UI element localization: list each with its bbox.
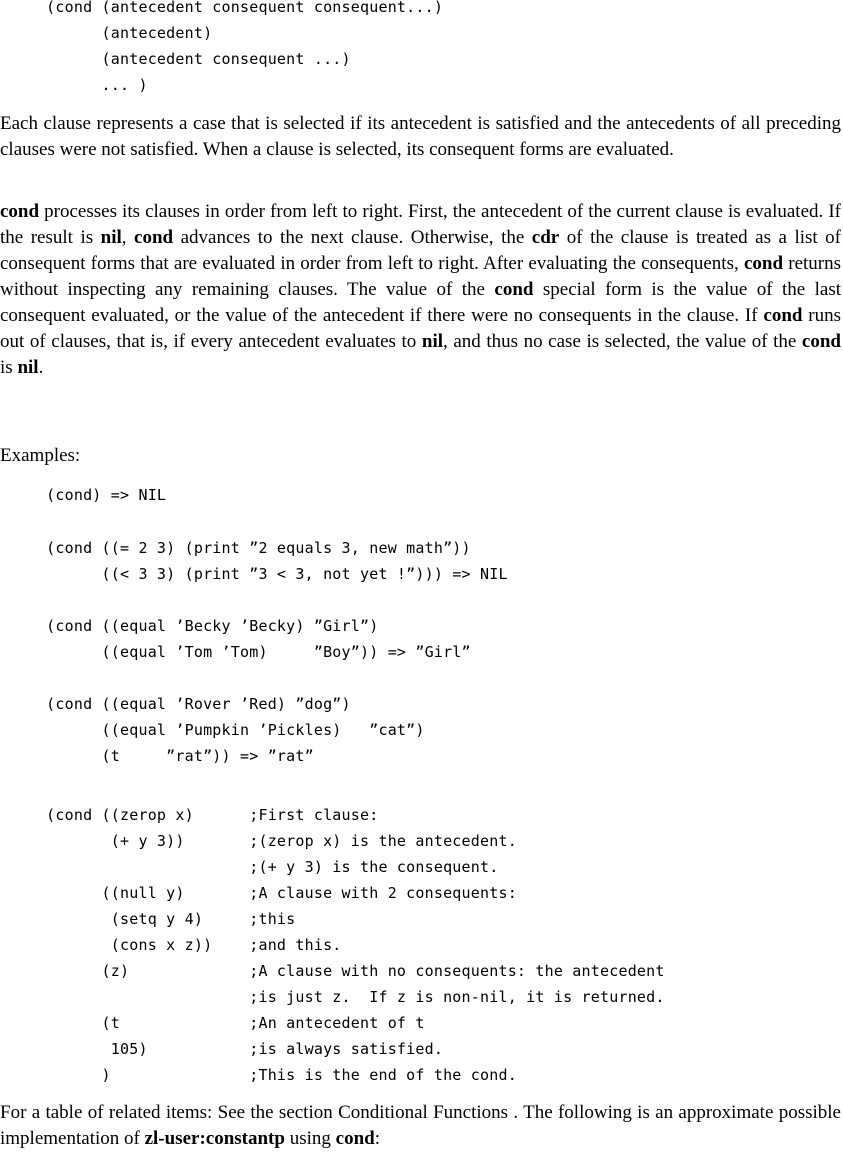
code-line: 105) ;is always satisfied. — [0, 1040, 444, 1058]
examples-label: Examples: — [0, 445, 81, 466]
syntax-code-block — [0, 0, 843, 98]
term-cond: cond — [0, 201, 40, 222]
code-line: (cond ((equal ’Rover ’Red) ”dog”) — [0, 695, 351, 713]
code-line: ;is just z. If z is non-nil, it is returned. — [0, 988, 665, 1006]
term-nil: nil — [100, 227, 122, 248]
term-cond: cond — [335, 1128, 375, 1149]
code-line: (cond ((= 2 3) (print ”2 equals 3, new math”)) — [0, 539, 471, 557]
code-line: ((< 3 3) (print ”3 < 3, not yet !”))) => NIL — [0, 565, 508, 583]
code-line: (antecedent) — [0, 24, 213, 42]
paragraph-cond-processing: cond processes its clauses in order from left to right. First, the antecedent of the current clause is evaluated. If the result is nil, cond advances to the next clause. Otherwise, the cdr of the clause is treated as a list of consequent forms that are evaluated in order from left to right. After evaluating the consequents, cond returns without inspecting any remaining clauses. The value of the cond special form is the value of the last consequent evaluated, or the value of the antecedent if there were no consequents in the clause. If cond runs out of clauses, that is, if every antecedent evaluates to nil, and thus no case is selected, the value of the cond is nil. — [0, 201, 842, 378]
code-line: (t ”rat”)) => ”rat” — [0, 747, 314, 765]
paragraph-related-items: For a table of related items: See the section Conditional Functions . The following is an approximate possible implementation of zl-user:constantp using cond: — [0, 1102, 841, 1149]
code-line: (z) ;A clause with no consequents: the antecedent — [0, 962, 665, 980]
example-code-1 — [0, 482, 843, 508]
code-line: ;(+ y 3) is the consequent. — [0, 858, 499, 876]
code-line: ... ) — [0, 76, 148, 94]
term-cond: cond — [801, 331, 841, 352]
term-nil: nil — [17, 357, 39, 378]
term-cond: cond — [763, 305, 803, 326]
code-line: (cond (antecedent consequent consequent...) — [0, 0, 444, 16]
code-line: (+ y 3)) ;(zerop x) is the antecedent. — [0, 832, 517, 850]
code-line: (cond ((zerop x) ;First clause: — [0, 806, 379, 824]
term-cond: cond — [134, 227, 174, 248]
code-line: ) ;This is the end of the cond. — [0, 1066, 517, 1084]
term-cdr: cdr — [531, 227, 560, 248]
code-line: ((equal ’Tom ’Tom) ”Boy”)) => ”Girl” — [0, 643, 471, 661]
example-code-2 — [0, 535, 843, 587]
code-line: ((equal ’Pumpkin ’Pickles) ”cat”) — [0, 721, 425, 739]
example-code-4 — [0, 691, 843, 769]
example-code-3 — [0, 613, 843, 665]
code-line: (setq y 4) ;this — [0, 910, 296, 928]
term-cond: cond — [743, 253, 784, 274]
term-nil: nil — [421, 331, 444, 352]
code-line: (cond ((equal ’Becky ’Becky) ”Girl”) — [0, 617, 379, 635]
paragraph-clause-description: Each clause represents a case that is selected if its antecedent is satisfied and the antecedents of all preceding clauses were not satisfied. When a clause is selected, its consequent forms are evaluated. — [0, 113, 841, 160]
term-cond: cond — [494, 279, 534, 300]
code-line: (cond) => NIL — [0, 486, 167, 504]
code-line: (t ;An antecedent of t — [0, 1014, 425, 1032]
example-code-5 — [0, 802, 843, 1088]
term-constantp: zl-user:constantp — [144, 1128, 285, 1149]
code-line: (antecedent consequent ...) — [0, 50, 351, 68]
code-line: (cons x z)) ;and this. — [0, 936, 342, 954]
code-line: ((null y) ;A clause with 2 consequents: — [0, 884, 517, 902]
